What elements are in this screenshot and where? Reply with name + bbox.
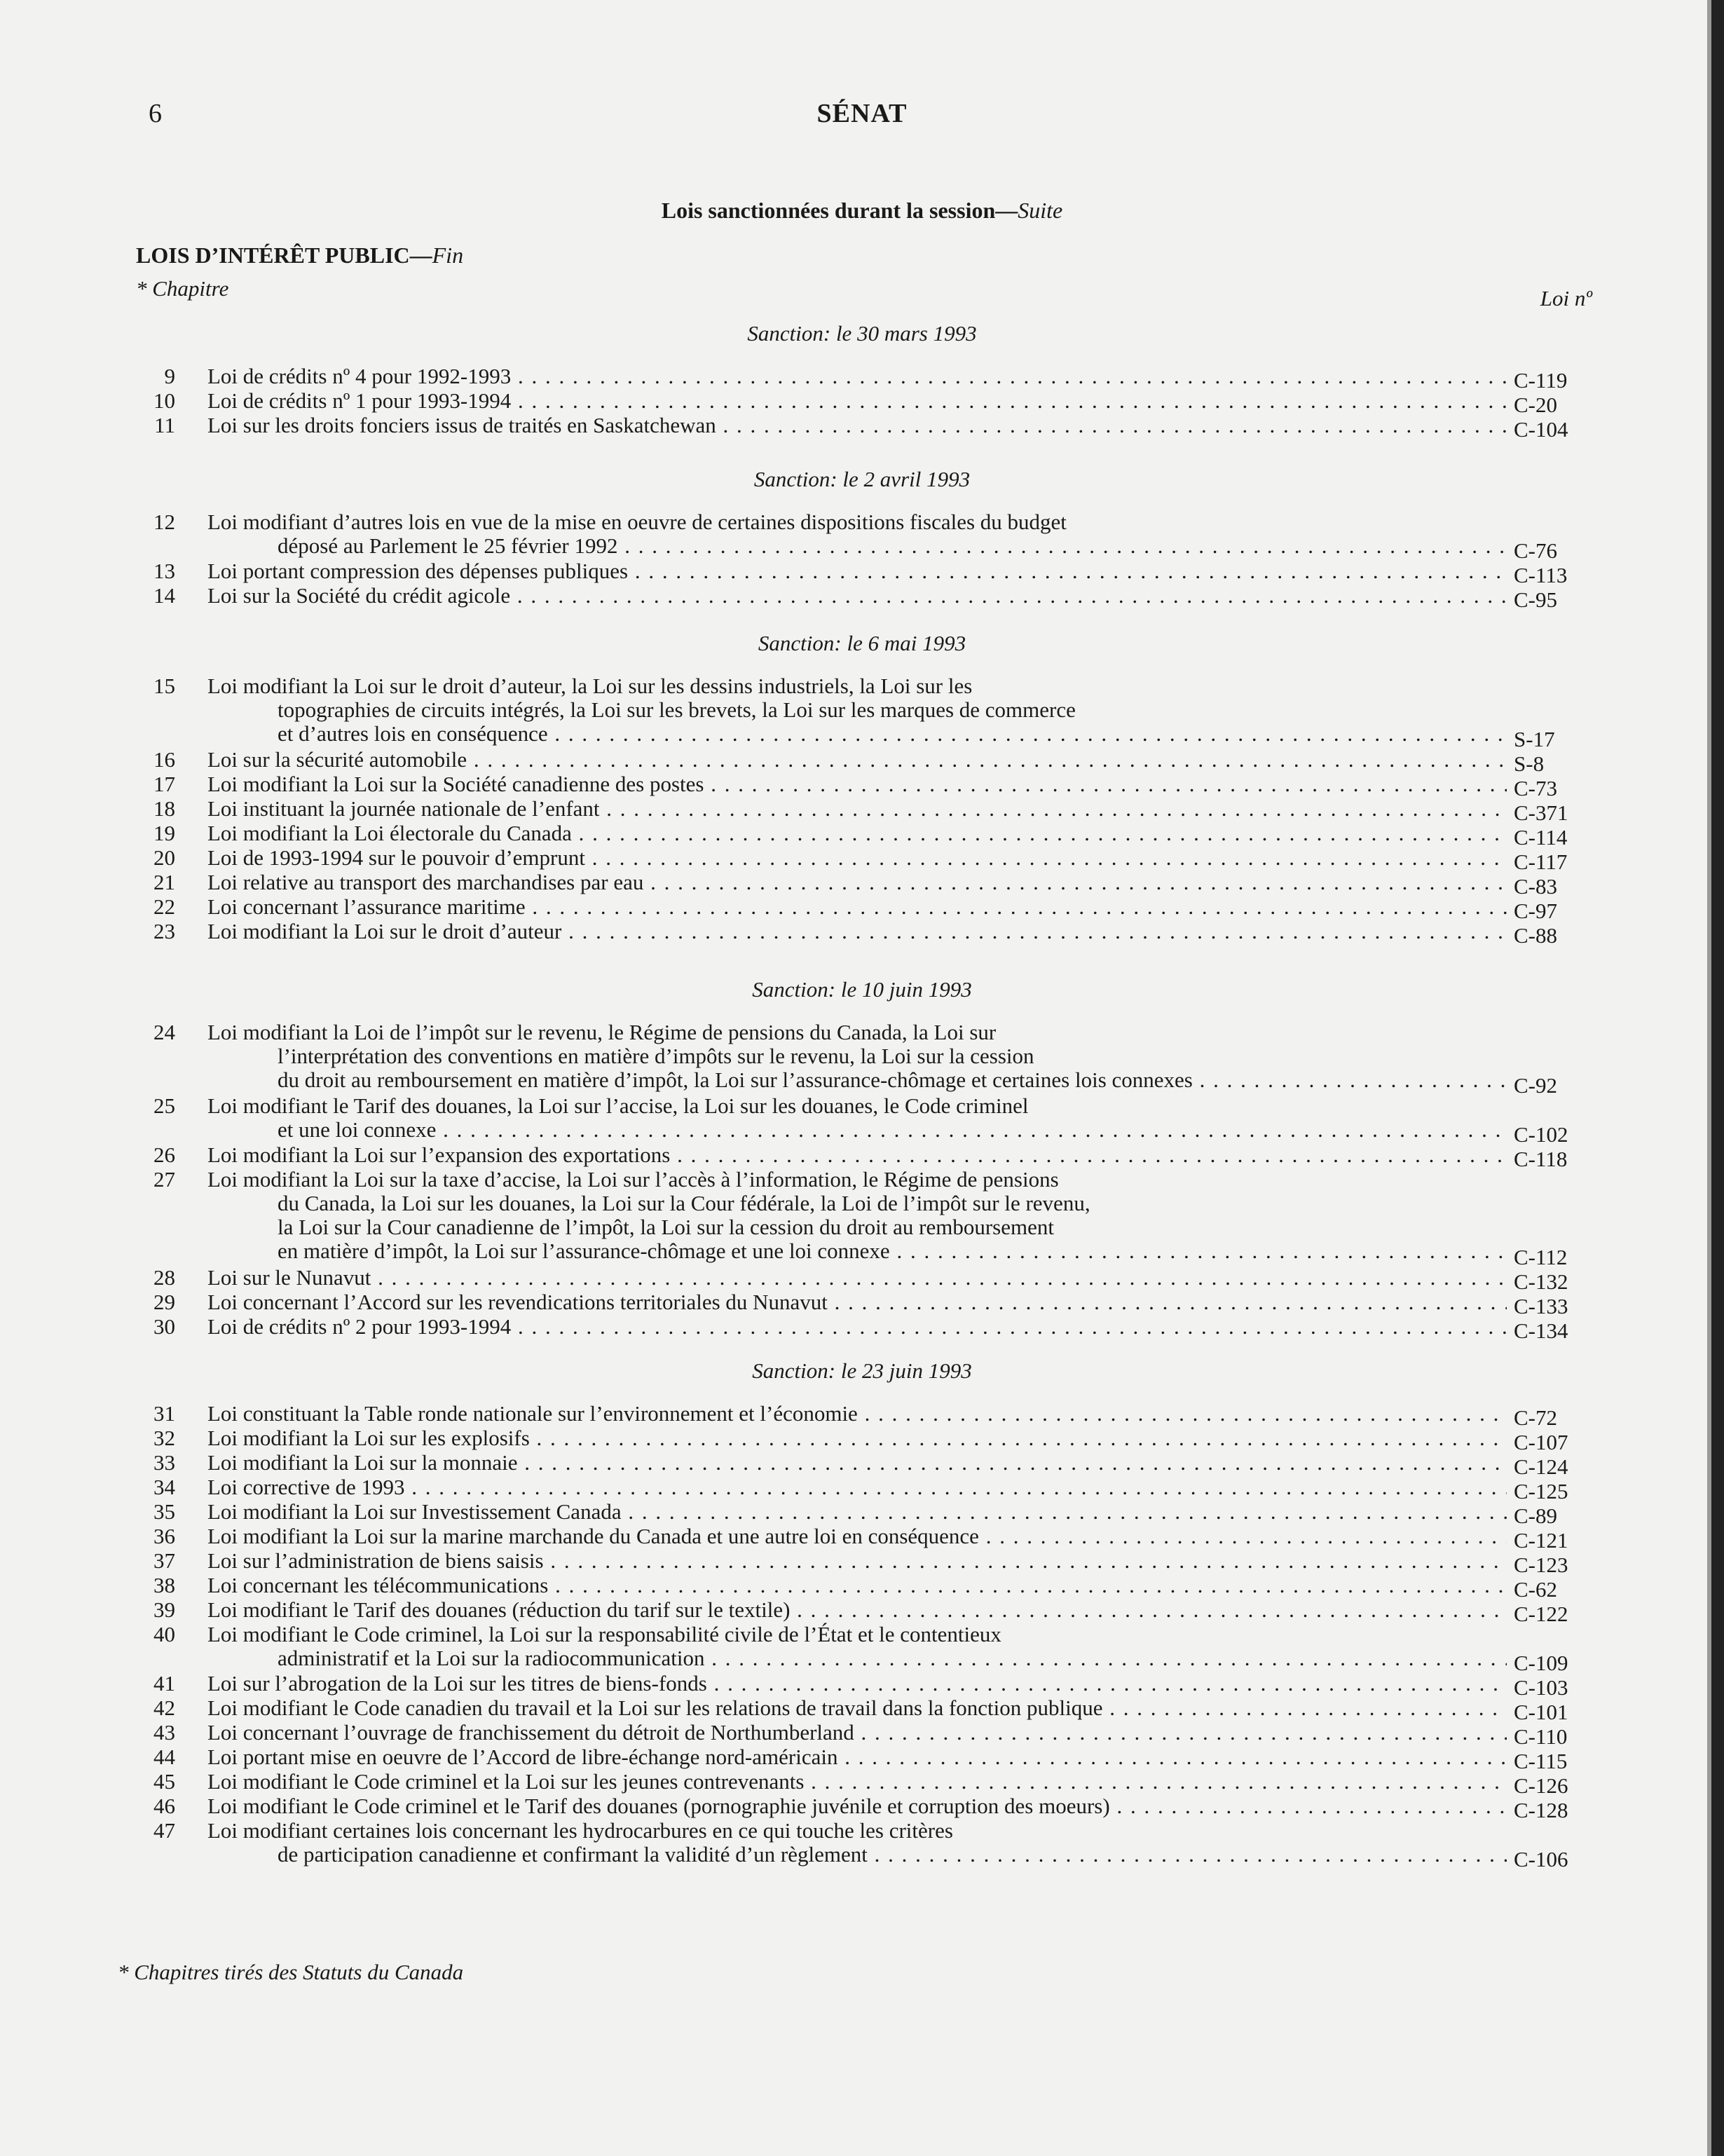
bill-title-line: du Canada, la Loi sur les douanes, la Loi sur la Cour fédérale, la Loi de l’impôt sur le revenu, bbox=[278, 1192, 1090, 1215]
bill-title-line: Loi de 1993-1994 sur le pouvoir d’emprunt . . . bbox=[207, 846, 1507, 870]
chapter-number: 11 bbox=[154, 413, 175, 437]
chapter-number: 41 bbox=[153, 1671, 175, 1696]
bill-number: C-72 bbox=[1514, 1405, 1557, 1430]
bill-title bbox=[207, 920, 1507, 943]
bill-title-line: Loi modifiant certaines lois concernant les hydrocarbures en ce qui touche les critères bbox=[207, 1819, 953, 1843]
chapter-number: 45 bbox=[153, 1769, 175, 1794]
bill-title-line: Loi modifiant la Loi sur la monnaie . . . bbox=[207, 1451, 1507, 1475]
bill-number: C-107 bbox=[1514, 1430, 1568, 1454]
chapter-number: 43 bbox=[153, 1720, 175, 1745]
bill-title-line: administratif et la Loi sur la radiocommunication . . . bbox=[207, 1646, 1507, 1670]
chapter-number: 19 bbox=[153, 821, 175, 845]
bill-number: C-102 bbox=[1514, 1122, 1568, 1147]
bill-title bbox=[207, 1451, 1507, 1475]
chapter-number: 16 bbox=[153, 747, 175, 772]
title-suffix: Suite bbox=[1018, 198, 1063, 223]
bill-title bbox=[207, 559, 1507, 583]
bill-title-line: Loi de crédits nº 4 pour 1992-1993 . . . bbox=[207, 364, 1507, 388]
chapter-number: 17 bbox=[153, 772, 175, 796]
bill-number: C-95 bbox=[1514, 587, 1557, 612]
bill-title bbox=[207, 389, 1507, 413]
chapter-number: 12 bbox=[153, 510, 175, 534]
bill-number: C-133 bbox=[1514, 1294, 1568, 1318]
chapter-number: 32 bbox=[153, 1426, 175, 1450]
bill-title bbox=[207, 1266, 1507, 1290]
bill-title-line: Loi sur la sécurité automobile . . . bbox=[207, 748, 1507, 772]
bill-title bbox=[207, 1426, 1507, 1450]
bill-title bbox=[207, 1770, 1507, 1794]
bill-title-line: et d’autres lois en conséquence . . . bbox=[207, 722, 1507, 746]
bill-number: C-103 bbox=[1514, 1675, 1568, 1700]
bill-title-line: Loi sur l’administration de biens saisis . . . bbox=[207, 1549, 1507, 1573]
bill-title bbox=[207, 1290, 1507, 1314]
page-number: 6 bbox=[149, 99, 162, 128]
bill-title bbox=[207, 1721, 1507, 1745]
bill-title-line: Loi modifiant d’autres lois en vue de la mise en oeuvre de certaines dispositions fiscales du budget bbox=[207, 510, 1067, 534]
chapter-number: 15 bbox=[153, 674, 175, 698]
bill-title-line: Loi sur les droits fonciers issus de traités en Saskatchewan . . . bbox=[207, 414, 1507, 437]
chapter-number: 33 bbox=[153, 1450, 175, 1475]
chapter-number: 13 bbox=[153, 559, 175, 583]
bill-number: C-124 bbox=[1514, 1454, 1568, 1479]
bill-title-line: Loi modifiant la Loi sur le droit d’auteur, la Loi sur les dessins industriels, la Loi sur les bbox=[207, 674, 973, 698]
bill-title-line: Loi modifiant la Loi de l’impôt sur le revenu, le Régime de pensions du Canada, la Loi sur bbox=[207, 1021, 997, 1044]
bill-title bbox=[207, 364, 1507, 388]
bill-number: C-109 bbox=[1514, 1651, 1568, 1675]
bill-number: C-88 bbox=[1514, 923, 1557, 948]
bill-title bbox=[207, 772, 1507, 796]
bill-title-line: Loi sur l’abrogation de la Loi sur les titres de biens-fonds . . . bbox=[207, 1672, 1507, 1696]
section-heading bbox=[136, 243, 463, 268]
bill-number: C-73 bbox=[1514, 776, 1557, 800]
bill-title bbox=[207, 1168, 1507, 1263]
chapter-number: 39 bbox=[153, 1597, 175, 1622]
column-header-bill: Loi nº bbox=[1540, 286, 1592, 311]
chapter-number: 30 bbox=[153, 1314, 175, 1339]
section-suffix: Fin bbox=[432, 243, 464, 268]
bill-title-line: Loi modifiant le Tarif des douanes, la Loi sur l’accise, la Loi sur les douanes, le Code criminel bbox=[207, 1094, 1029, 1118]
bill-number: C-132 bbox=[1514, 1269, 1568, 1294]
bill-title-line: Loi modifiant la Loi sur la Société canadienne des postes . . . bbox=[207, 772, 1507, 796]
chapter-number: 28 bbox=[153, 1265, 175, 1290]
bill-number: C-118 bbox=[1514, 1147, 1568, 1171]
bill-title-line: Loi concernant l’Accord sur les revendications territoriales du Nunavut . . . bbox=[207, 1290, 1507, 1314]
bill-title-line: en matière d’impôt, la Loi sur l’assurance-chômage et une loi connexe . . . bbox=[207, 1239, 1507, 1263]
bill-number: C-110 bbox=[1514, 1724, 1568, 1749]
chapter-number: 31 bbox=[153, 1401, 175, 1426]
bill-title-line: Loi corrective de 1993 . . . bbox=[207, 1475, 1507, 1499]
bill-title-line: Loi concernant l’assurance maritime . . . bbox=[207, 895, 1507, 919]
bill-title bbox=[207, 1143, 1507, 1167]
bill-title bbox=[207, 414, 1507, 437]
bill-title-line: Loi sur le Nunavut . . . bbox=[207, 1266, 1507, 1290]
sanction-date: Sanction: le 10 juin 1993 bbox=[752, 977, 972, 1002]
bill-title bbox=[207, 1672, 1507, 1696]
chapter-number: 44 bbox=[153, 1745, 175, 1769]
running-head: SÉNAT bbox=[816, 99, 908, 128]
bill-title-line: Loi sur la Société du crédit agicole . . . bbox=[207, 584, 1507, 608]
bill-title-line: du droit au remboursement en matière d’impôt, la Loi sur l’assurance-chômage et certaines lois connexes . . . bbox=[207, 1068, 1507, 1092]
bill-number: C-89 bbox=[1514, 1503, 1557, 1528]
bill-number: C-97 bbox=[1514, 899, 1557, 923]
sanction-date: Sanction: le 23 juin 1993 bbox=[752, 1358, 972, 1383]
chapter-number: 36 bbox=[153, 1524, 175, 1548]
chapter-number: 34 bbox=[153, 1475, 175, 1499]
bill-title bbox=[207, 797, 1507, 821]
bill-number: C-83 bbox=[1514, 874, 1557, 899]
bill-number: C-134 bbox=[1514, 1318, 1568, 1343]
chapter-number: 37 bbox=[153, 1548, 175, 1573]
column-header-chapter: * Chapitre bbox=[136, 276, 229, 301]
bill-title bbox=[207, 674, 1507, 746]
page-title bbox=[0, 198, 1724, 224]
chapter-number: 25 bbox=[153, 1093, 175, 1118]
bill-number: S-17 bbox=[1514, 727, 1555, 751]
sanction-date: Sanction: le 2 avril 1993 bbox=[753, 467, 971, 491]
bill-title bbox=[207, 821, 1507, 845]
bill-title-line: Loi de crédits nº 2 pour 1993-1994 . . . bbox=[207, 1315, 1507, 1339]
bill-title bbox=[207, 871, 1507, 894]
bill-number: C-104 bbox=[1514, 417, 1568, 442]
bill-title-line: Loi modifiant la Loi sur l’expansion des exportations . . . bbox=[207, 1143, 1507, 1167]
chapter-number: 27 bbox=[153, 1167, 175, 1192]
bill-number: C-125 bbox=[1514, 1479, 1568, 1503]
bill-title bbox=[207, 1549, 1507, 1573]
bill-title-line: Loi relative au transport des marchandises par eau . . . bbox=[207, 871, 1507, 894]
bill-number: C-76 bbox=[1514, 538, 1557, 563]
bill-number: C-123 bbox=[1514, 1553, 1568, 1577]
bill-title bbox=[207, 1094, 1507, 1142]
chapter-number: 20 bbox=[153, 845, 175, 870]
bill-number: C-126 bbox=[1514, 1773, 1568, 1798]
bill-title-line: Loi modifiant le Code canadien du travail et la Loi sur les relations de travail dans la fonction publique . . . bbox=[207, 1696, 1507, 1720]
bill-title bbox=[207, 1475, 1507, 1499]
bill-title bbox=[207, 1623, 1507, 1670]
bill-number: C-106 bbox=[1514, 1847, 1568, 1871]
chapter-number: 10 bbox=[153, 388, 175, 413]
bill-title bbox=[207, 895, 1507, 919]
bill-number: C-92 bbox=[1514, 1073, 1557, 1098]
bill-title-line: Loi portant compression des dépenses publiques . . . bbox=[207, 559, 1507, 583]
chapter-number: 47 bbox=[153, 1818, 175, 1843]
chapter-number: 46 bbox=[153, 1794, 175, 1818]
title-main: Lois sanctionnées durant la session— bbox=[661, 198, 1018, 223]
chapter-number: 38 bbox=[153, 1573, 175, 1597]
bill-title-line: Loi concernant l’ouvrage de franchissement du détroit de Northumberland . . . bbox=[207, 1721, 1507, 1745]
bill-title-line: Loi modifiant la Loi sur Investissement Canada . . . bbox=[207, 1500, 1507, 1524]
bill-title-line: Loi modifiant la Loi sur le droit d’auteur . . . bbox=[207, 920, 1507, 943]
bill-number: C-20 bbox=[1514, 393, 1557, 417]
bill-number: C-128 bbox=[1514, 1798, 1568, 1822]
bill-title bbox=[207, 1819, 1507, 1867]
bill-title bbox=[207, 748, 1507, 772]
bill-title-line: Loi modifiant le Code criminel, la Loi sur la responsabilité civile de l’État et le contentieux bbox=[207, 1623, 1001, 1646]
bill-number: C-121 bbox=[1514, 1528, 1568, 1553]
bill-title-line: Loi modifiant la Loi sur les explosifs . . . bbox=[207, 1426, 1507, 1450]
bill-title bbox=[207, 1021, 1507, 1092]
chapter-number: 35 bbox=[153, 1499, 175, 1524]
bill-title-line: de participation canadienne et confirmant la validité d’un règlement . . . bbox=[207, 1843, 1507, 1867]
chapter-number: 22 bbox=[153, 894, 175, 919]
bill-number: C-117 bbox=[1514, 850, 1568, 874]
bill-title bbox=[207, 1794, 1507, 1818]
bill-number: C-101 bbox=[1514, 1700, 1568, 1724]
bill-title-line: Loi instituant la journée nationale de l’enfant . . . bbox=[207, 797, 1507, 821]
bill-title bbox=[207, 1524, 1507, 1548]
footnote: * Chapitres tirés des Statuts du Canada bbox=[118, 1960, 464, 1984]
bill-title bbox=[207, 510, 1507, 558]
bill-title-line: déposé au Parlement le 25 février 1992 . . . bbox=[207, 534, 1507, 558]
bill-title-line: Loi constituant la Table ronde nationale sur l’environnement et l’économie . . . bbox=[207, 1402, 1507, 1426]
bill-title bbox=[207, 1574, 1507, 1597]
sanction-date: Sanction: le 30 mars 1993 bbox=[747, 321, 977, 346]
chapter-number: 26 bbox=[153, 1142, 175, 1167]
chapter-number: 21 bbox=[153, 870, 175, 894]
bill-title-line: topographies de circuits intégrés, la Loi sur les brevets, la Loi sur les marques de commerce bbox=[278, 698, 1076, 722]
bill-title-line: la Loi sur la Cour canadienne de l’impôt, la Loi sur la cession du droit au remboursement bbox=[278, 1215, 1054, 1239]
bill-title-line: Loi modifiant la Loi sur la marine marchande du Canada et une autre loi en conséquence . . . bbox=[207, 1524, 1507, 1548]
bill-title-line: et une loi connexe . . . bbox=[207, 1118, 1507, 1142]
chapter-number: 40 bbox=[153, 1622, 175, 1646]
bill-title-line: l’interprétation des conventions en matière d’impôts sur le revenu, la Loi sur la cession bbox=[278, 1044, 1034, 1068]
bill-title bbox=[207, 1745, 1507, 1769]
bill-title-line: Loi modifiant le Code criminel et la Loi sur les jeunes contrevenants . . . bbox=[207, 1770, 1507, 1794]
bill-number: C-119 bbox=[1514, 368, 1568, 393]
bill-title bbox=[207, 584, 1507, 608]
bill-number: C-114 bbox=[1514, 825, 1568, 850]
chapter-number: 14 bbox=[153, 583, 175, 608]
chapter-number: 23 bbox=[153, 919, 175, 943]
bill-title bbox=[207, 1402, 1507, 1426]
bill-title bbox=[207, 1598, 1507, 1622]
bill-number: S-8 bbox=[1514, 751, 1545, 776]
section-main: LOIS D’INTÉRÊT PUBLIC— bbox=[136, 243, 432, 268]
chapter-number: 18 bbox=[153, 796, 175, 821]
bill-title bbox=[207, 1315, 1507, 1339]
bill-title bbox=[207, 1696, 1507, 1720]
sanction-date: Sanction: le 6 mai 1993 bbox=[758, 631, 966, 655]
bill-number: C-62 bbox=[1514, 1577, 1557, 1602]
bill-title-line: Loi modifiant le Tarif des douanes (réduction du tarif sur le textile) . . . bbox=[207, 1598, 1507, 1622]
chapter-number: 29 bbox=[153, 1290, 175, 1314]
chapter-number: 9 bbox=[164, 364, 175, 388]
bill-title-line: Loi modifiant la Loi électorale du Canada . . . bbox=[207, 821, 1507, 845]
bill-title-line: Loi concernant les télécommunications . . . bbox=[207, 1574, 1507, 1597]
bill-title bbox=[207, 846, 1507, 870]
bill-number: C-112 bbox=[1514, 1245, 1568, 1269]
bill-title-line: Loi de crédits nº 1 pour 1993-1994 . . . bbox=[207, 389, 1507, 413]
bill-title-line: Loi modifiant la Loi sur la taxe d’accise, la Loi sur l’accès à l’information, le Régime de pensions bbox=[207, 1168, 1059, 1192]
bill-number: C-371 bbox=[1514, 800, 1568, 825]
chapter-number: 42 bbox=[153, 1696, 175, 1720]
bill-number: C-115 bbox=[1514, 1749, 1568, 1773]
bill-number: C-122 bbox=[1514, 1602, 1568, 1626]
bill-title bbox=[207, 1500, 1507, 1524]
bill-title-line: Loi portant mise en oeuvre de l’Accord de libre-échange nord-américain . . . bbox=[207, 1745, 1507, 1769]
chapter-number: 24 bbox=[153, 1020, 175, 1044]
bill-title-line: Loi modifiant le Code criminel et le Tarif des douanes (pornographie juvénile et corruption des moeurs) . . . bbox=[207, 1794, 1507, 1818]
bill-number: C-113 bbox=[1514, 563, 1568, 587]
